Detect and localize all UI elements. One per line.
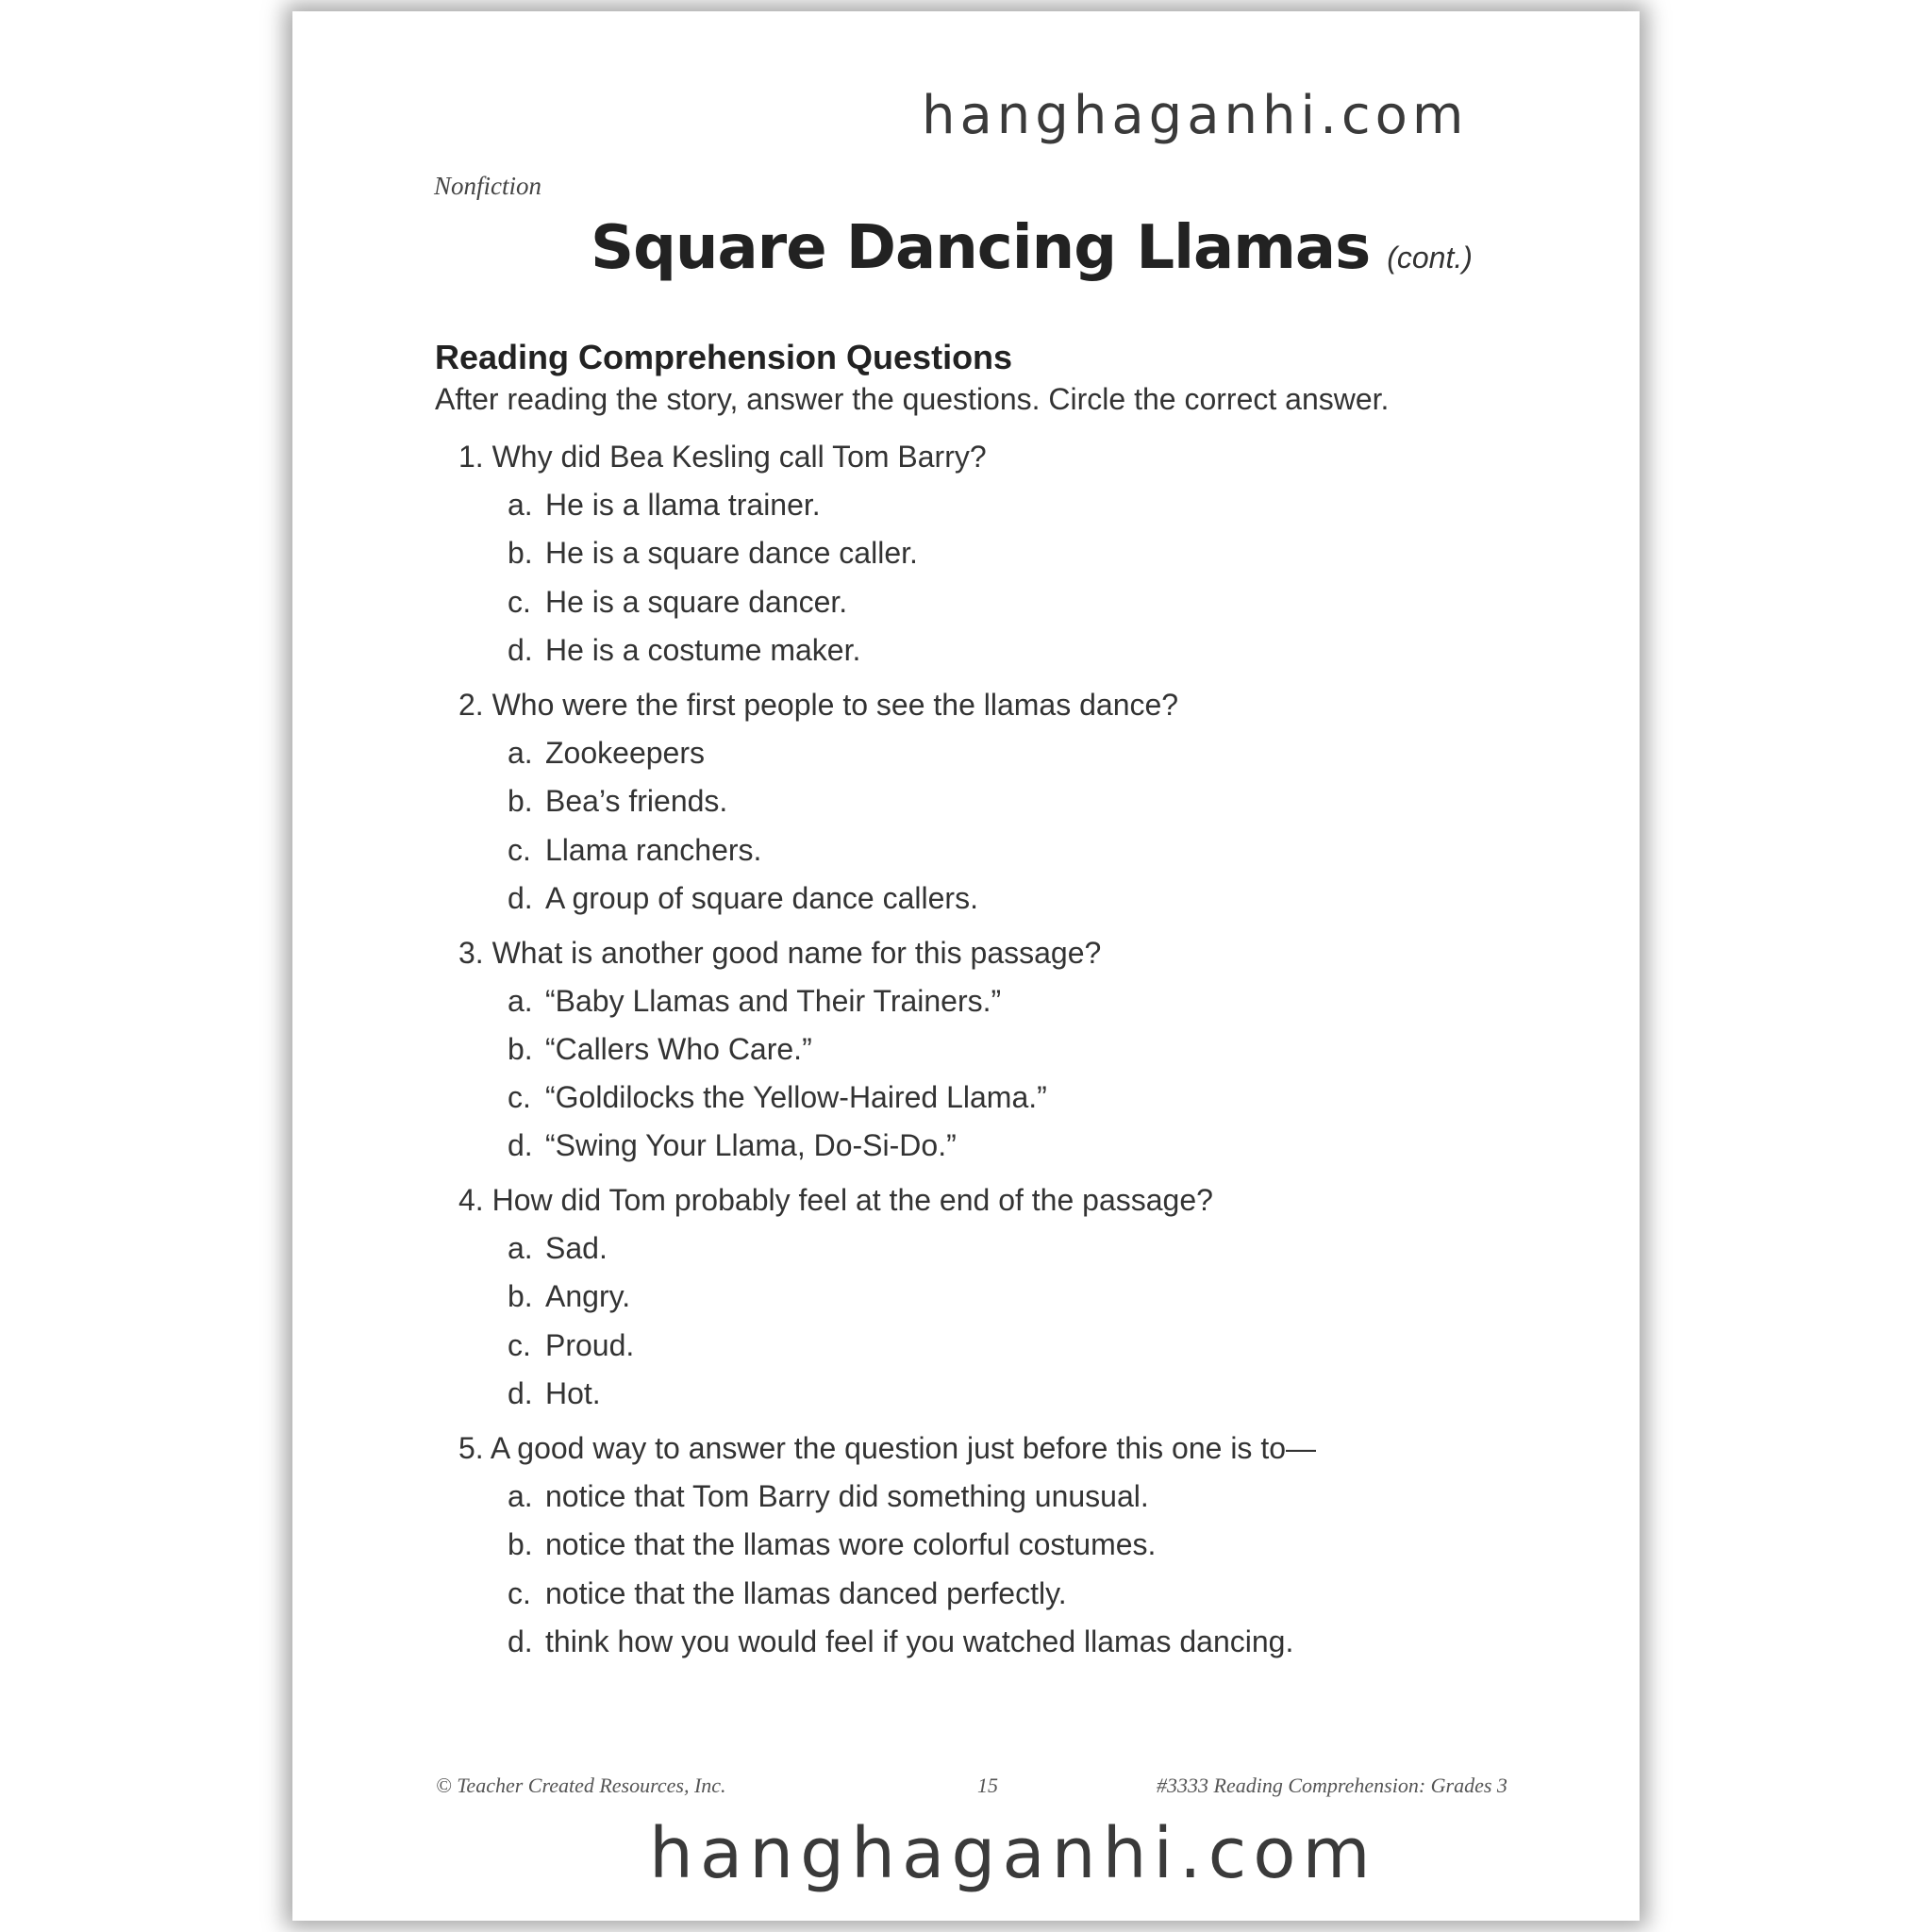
option-letter: b. <box>508 1527 533 1561</box>
question-1-option-c[interactable] <box>508 585 847 620</box>
question-2: 2. Who were the first people to see the llamas dance? <box>458 688 1179 722</box>
option-letter: c. <box>508 1080 531 1114</box>
question-3-option-d[interactable] <box>508 1128 957 1163</box>
option-letter: b. <box>508 1279 533 1313</box>
option-letter: d. <box>508 633 533 667</box>
question-1-option-b[interactable] <box>508 536 918 571</box>
question-5: 5. A good way to answer the question just before this one is to— <box>458 1431 1316 1465</box>
footer-page-number: 15 <box>977 1774 998 1797</box>
option-letter: c. <box>508 585 531 619</box>
question-3-option-b[interactable] <box>508 1032 812 1067</box>
question-2-option-a[interactable] <box>508 736 705 771</box>
option-text: Zookeepers <box>545 736 705 770</box>
question-2-option-d[interactable] <box>508 881 978 916</box>
option-letter: d. <box>508 1376 533 1410</box>
option-text: Bea’s friends. <box>545 784 728 818</box>
option-text: A group of square dance callers. <box>545 881 978 915</box>
section-label: Nonfiction <box>434 172 541 200</box>
question-1-option-a[interactable] <box>508 488 821 523</box>
option-letter: a. <box>508 1479 533 1513</box>
option-letter: c. <box>508 833 531 867</box>
option-text: notice that Tom Barry did something unusual. <box>545 1479 1149 1513</box>
option-text: Proud. <box>545 1328 635 1362</box>
section-heading: Reading Comprehension Questions <box>435 338 1013 376</box>
option-text: “Swing Your Llama, Do-Si-Do.” <box>545 1128 957 1162</box>
watermark-bottom: hanghaganhi.com <box>649 1813 1377 1894</box>
question-4: 4. How did Tom probably feel at the end of the passage? <box>458 1183 1213 1217</box>
question-3: 3. What is another good name for this passage? <box>458 936 1102 970</box>
option-text: “Callers Who Care.” <box>545 1032 812 1066</box>
option-text: He is a llama trainer. <box>545 488 821 522</box>
option-text: think how you would feel if you watched llamas dancing. <box>545 1624 1294 1658</box>
footer-book-title: #3333 Reading Comprehension: Grades 3 <box>1157 1774 1507 1797</box>
option-text: “Goldilocks the Yellow-Haired Llama.” <box>545 1080 1047 1114</box>
option-letter: a. <box>508 1231 533 1265</box>
option-letter: c. <box>508 1328 531 1362</box>
question-2-option-c[interactable] <box>508 833 761 868</box>
option-text: Hot. <box>545 1376 601 1410</box>
footer-copyright: © Teacher Created Resources, Inc. <box>436 1774 726 1797</box>
question-5-option-b[interactable] <box>508 1527 1156 1562</box>
question-2-option-b[interactable] <box>508 784 727 819</box>
option-letter: d. <box>508 1128 533 1162</box>
instructions-text: After reading the story, answer the questions. Circle the correct answer. <box>435 382 1390 416</box>
option-letter: b. <box>508 1032 533 1066</box>
question-3-option-a[interactable] <box>508 984 1001 1019</box>
option-text: Sad. <box>545 1231 608 1265</box>
option-letter: a. <box>508 736 533 770</box>
option-text: “Baby Llamas and Their Trainers.” <box>545 984 1002 1018</box>
page-title <box>591 213 1473 283</box>
option-letter: b. <box>508 536 533 570</box>
question-5-option-d[interactable] <box>508 1624 1293 1659</box>
option-text: notice that the llamas danced perfectly. <box>545 1576 1067 1610</box>
title-main: Square Dancing Llamas <box>591 213 1371 283</box>
option-text: He is a square dance caller. <box>545 536 918 570</box>
option-text: Llama ranchers. <box>545 833 762 867</box>
option-text: notice that the llamas wore colorful costumes. <box>545 1527 1157 1561</box>
option-text: Angry. <box>545 1279 631 1313</box>
watermark-top: hanghaganhi.com <box>922 85 1469 146</box>
question-4-option-d[interactable] <box>508 1376 601 1411</box>
question-5-option-a[interactable] <box>508 1479 1149 1514</box>
option-letter: d. <box>508 1624 533 1658</box>
option-letter: d. <box>508 881 533 915</box>
option-letter: a. <box>508 488 533 522</box>
option-text: He is a costume maker. <box>545 633 861 667</box>
question-1-option-d[interactable] <box>508 633 860 668</box>
option-text: He is a square dancer. <box>545 585 848 619</box>
question-1: 1. Why did Bea Kesling call Tom Barry? <box>458 440 987 474</box>
question-5-option-c[interactable] <box>508 1576 1067 1611</box>
option-letter: b. <box>508 784 533 818</box>
question-4-option-a[interactable] <box>508 1231 608 1266</box>
option-letter: c. <box>508 1576 531 1610</box>
question-4-option-c[interactable] <box>508 1328 634 1363</box>
question-4-option-b[interactable] <box>508 1279 630 1314</box>
option-letter: a. <box>508 984 533 1018</box>
title-suffix: (cont.) <box>1387 241 1473 275</box>
question-3-option-c[interactable] <box>508 1080 1047 1115</box>
